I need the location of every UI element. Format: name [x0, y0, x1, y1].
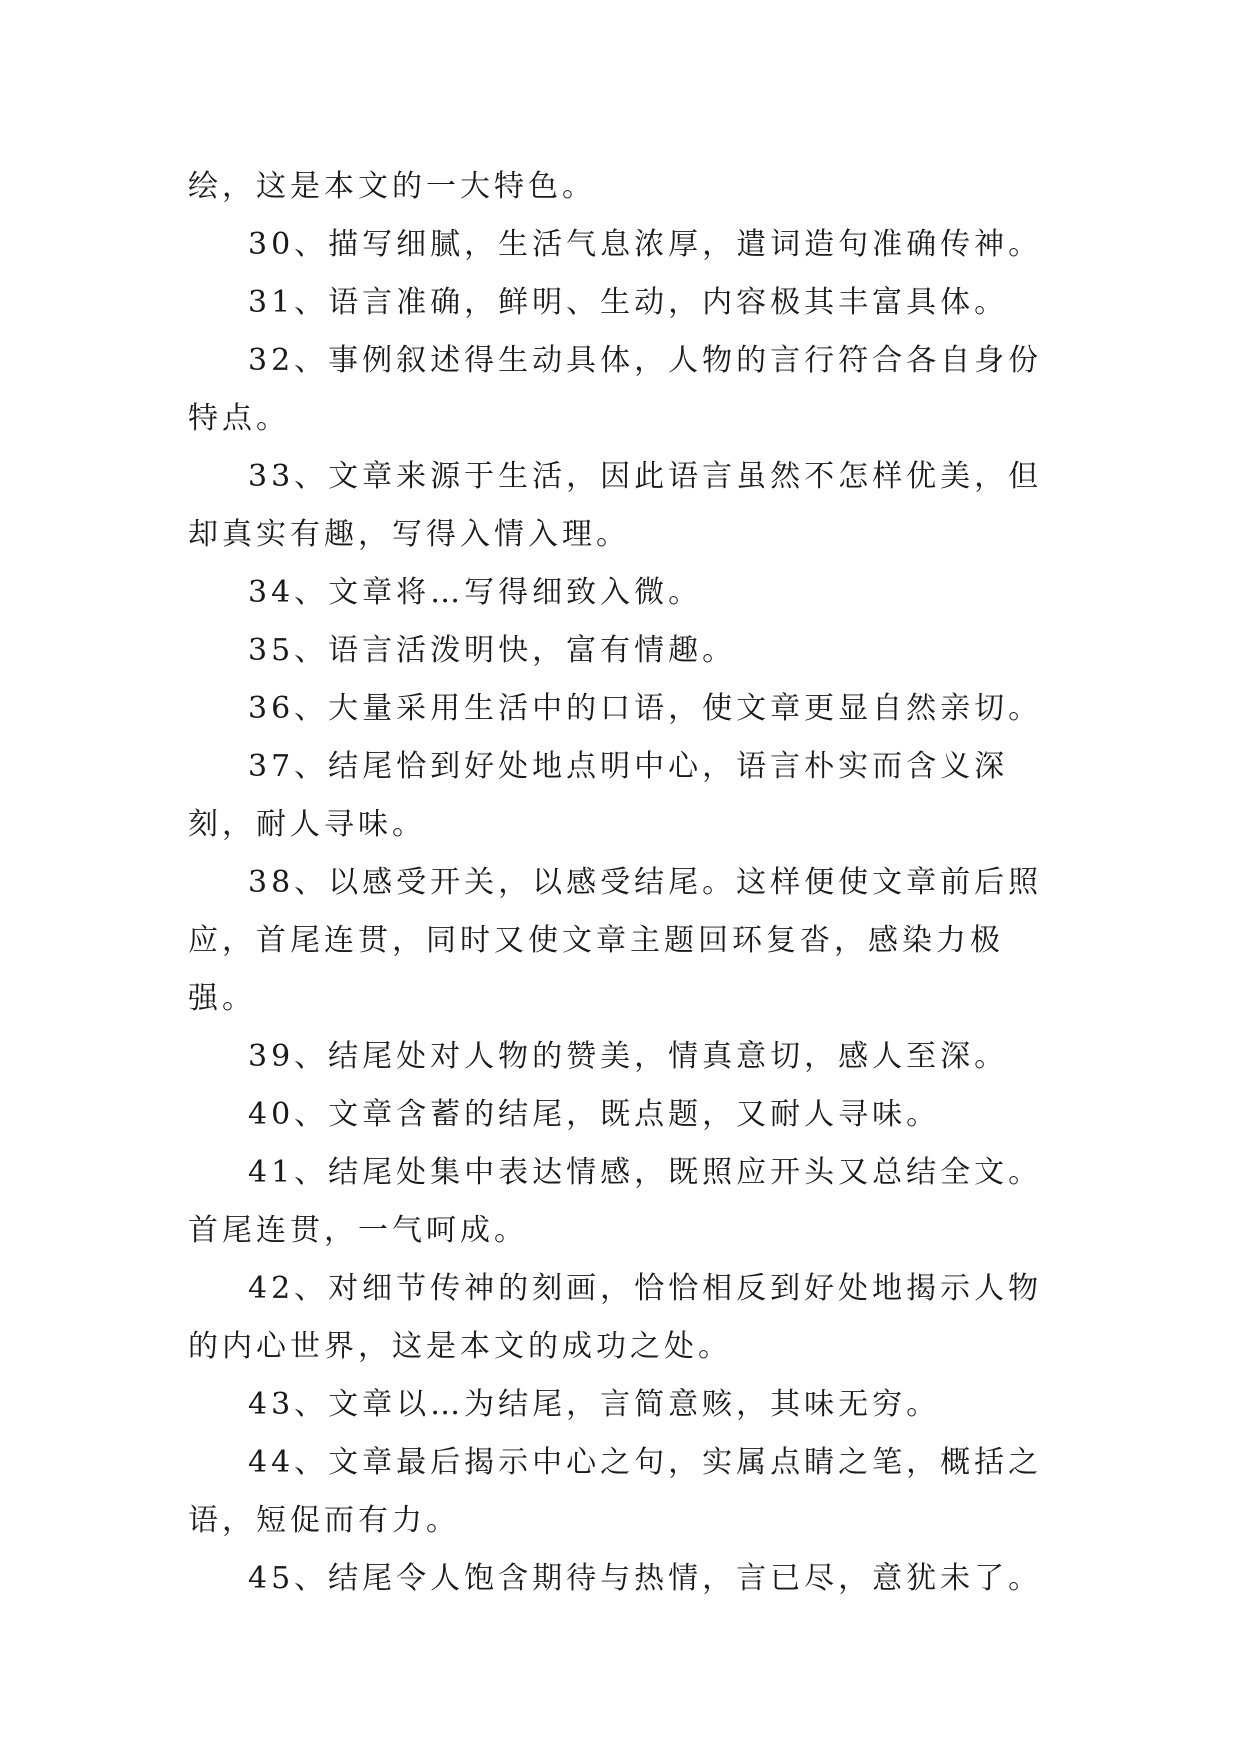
paragraph: 45、结尾令人饱含期待与热情，言已尽，意犹未了。 — [248, 1561, 1043, 1596]
paragraph: 绘，这是本文的一大特色。 — [188, 169, 596, 204]
document-body — [188, 158, 1058, 1608]
paragraph: 38、以感受开关，以感受结尾。这样便使文章前后照应，首尾连贯，同时又使文章主题回环复沓，感染力极强。 — [188, 865, 1043, 1016]
paragraph: 33、文章来源于生活，因此语言虽然不怎样优美，但却真实有趣，写得入情入理。 — [188, 459, 1043, 552]
paragraph: 42、对细节传神的刻画，恰恰相反到好处地揭示人物的内心世界，这是本文的成功之处。 — [188, 1271, 1043, 1364]
paragraph: 31、语言准确，鲜明、生动，内容极其丰富具体。 — [248, 285, 1009, 320]
paragraph: 43、文章以…为结尾，言简意赅，其味无穷。 — [248, 1387, 941, 1422]
paragraph: 37、结尾恰到好处地点明中心，语言朴实而含义深刻，耐人寻味。 — [188, 749, 1009, 842]
paragraph: 32、事例叙述得生动具体，人物的言行符合各自身份特点。 — [188, 343, 1043, 436]
paragraph: 36、大量采用生活中的口语，使文章更显自然亲切。 — [248, 691, 1043, 726]
paragraph: 34、文章将…写得细致入微。 — [248, 575, 703, 610]
paragraph: 35、语言活泼明快，富有情趣。 — [248, 633, 737, 668]
paragraph: 39、结尾处对人物的赞美，情真意切，感人至深。 — [248, 1039, 1009, 1074]
paragraph: 41、结尾处集中表达情感，既照应开头又总结全文。首尾连贯，一气呵成。 — [188, 1155, 1043, 1248]
paragraph: 30、描写细腻，生活气息浓厚，遣词造句准确传神。 — [248, 227, 1043, 262]
paragraph: 44、文章最后揭示中心之句，实属点睛之笔，概括之语，短促而有力。 — [188, 1445, 1043, 1538]
paragraph: 40、文章含蓄的结尾，既点题，又耐人寻味。 — [248, 1097, 941, 1132]
